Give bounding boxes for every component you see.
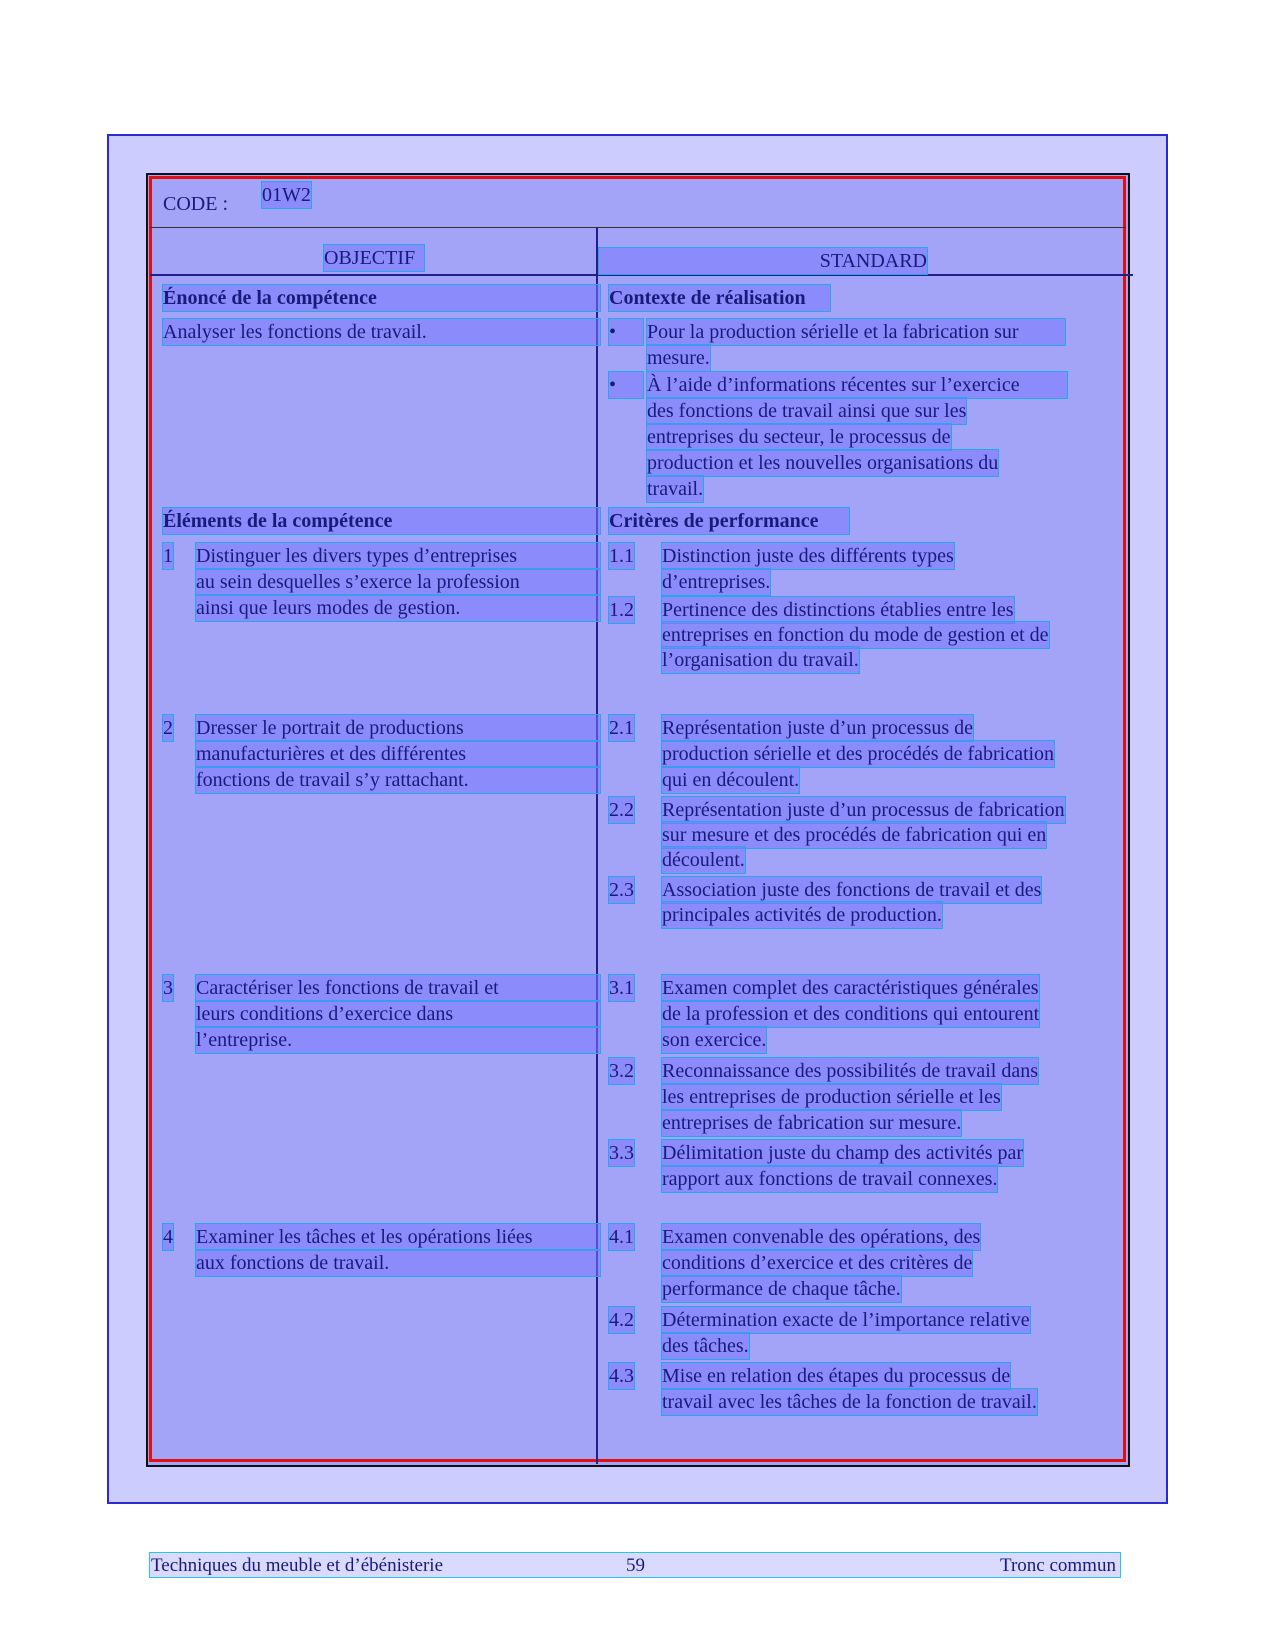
criterion-line: Examen complet des caractéristiques générales [662, 977, 1039, 999]
criterion-number: 1.1 [609, 545, 634, 567]
context-heading: Contexte de réalisation [609, 285, 830, 311]
criterion-line: rapport aux fonctions de travail connexes. [662, 1168, 998, 1190]
criterion-line: performance de chaque tâche. [662, 1278, 901, 1300]
element-line: l’entreprise. [196, 1027, 600, 1053]
criterion-line: son exercice. [662, 1029, 767, 1051]
footer-section: Tronc commun [1000, 1555, 1116, 1576]
criterion-number: 4.2 [609, 1309, 634, 1331]
criterion-line: entreprises en fonction du mode de gestion et de [662, 624, 1049, 646]
criterion-number: 3.3 [609, 1142, 634, 1164]
criterion-line: Délimitation juste du champ des activités par [662, 1142, 1024, 1164]
criterion-line: Mise en relation des étapes du processus de [662, 1365, 1011, 1387]
criterion-line: les entreprises de production sérielle et les [662, 1086, 1001, 1108]
criterion-line: Association juste des fonctions de travail et des [662, 879, 1042, 901]
context-line: des fonctions de travail ainsi que sur les [647, 400, 967, 422]
context-line: production et les nouvelles organisations du [647, 452, 999, 474]
criterion-line: production sérielle et des procédés de fabrication [662, 743, 1055, 765]
criterion-number: 2.1 [609, 717, 634, 739]
column-header-standard: STANDARD [599, 248, 927, 274]
competence-heading: Énoncé de la compétence [163, 285, 600, 311]
criterion-number: 2.3 [609, 879, 634, 901]
element-line: leurs conditions d’exercice dans [196, 1001, 600, 1027]
column-header-divider [150, 274, 1133, 276]
element-number: 2 [163, 717, 173, 739]
criterion-line: d’entreprises. [662, 571, 771, 593]
element-line: Distinguer les divers types d’entreprises [196, 543, 600, 569]
criterion-line: Distinction juste des différents types [662, 545, 954, 567]
context-line: À l’aide d’informations récentes sur l’exercice [647, 372, 1067, 398]
criterion-number: 4.1 [609, 1226, 634, 1248]
element-line: fonctions de travail s’y rattachant. [196, 767, 600, 793]
element-line: Examiner les tâches et les opérations liées [196, 1224, 600, 1250]
element-line: ainsi que leurs modes de gestion. [196, 595, 600, 621]
criteria-heading: Critères de performance [609, 508, 849, 534]
competence-statement: Analyser les fonctions de travail. [163, 319, 600, 345]
footer-program: Techniques du meuble et d’ébénisterie [151, 1555, 444, 1576]
column-header-objectif: OBJECTIF [324, 245, 424, 271]
criterion-line: Représentation juste d’un processus de fabrication [662, 799, 1065, 821]
elements-heading: Éléments de la compétence [163, 508, 600, 534]
context-bullet: • [609, 372, 643, 398]
criterion-line: Détermination exacte de l’importance relative [662, 1309, 1030, 1331]
element-line: au sein desquelles s’exerce la profession [196, 569, 600, 595]
context-bullet: • [609, 319, 643, 345]
criterion-number: 2.2 [609, 799, 634, 821]
element-line: Dresser le portrait de productions [196, 715, 600, 741]
criterion-line: de la profession et des conditions qui entourent [662, 1003, 1040, 1025]
element-line: manufacturières et des différentes [196, 741, 600, 767]
criterion-number: 1.2 [609, 599, 634, 621]
header-divider [150, 227, 1126, 228]
criterion-line: Représentation juste d’un processus de [662, 717, 974, 739]
criterion-line: découlent. [662, 849, 745, 871]
element-number: 4 [163, 1226, 173, 1248]
criterion-number: 3.1 [609, 977, 634, 999]
context-line: travail. [647, 478, 704, 500]
criterion-line: entreprises de fabrication sur mesure. [662, 1112, 962, 1134]
criterion-line: Examen convenable des opérations, des [662, 1226, 981, 1248]
column-divider [596, 228, 598, 1464]
criterion-line: des tâches. [662, 1335, 749, 1357]
page-number: 59 [626, 1555, 645, 1576]
criterion-line: sur mesure et des procédés de fabrication qui en [662, 824, 1047, 846]
criterion-line: l’organisation du travail. [662, 649, 859, 671]
element-number: 3 [163, 977, 173, 999]
context-line: entreprises du secteur, le processus de [647, 426, 951, 448]
criterion-number: 3.2 [609, 1060, 634, 1082]
criterion-line: qui en découlent. [662, 769, 800, 791]
code-label: CODE : [163, 193, 228, 215]
context-line: mesure. [647, 347, 710, 369]
criterion-line: travail avec les tâches de la fonction de travail. [662, 1391, 1037, 1413]
code-value: 01W2 [262, 184, 311, 206]
criterion-line: Reconnaissance des possibilités de travail dans [662, 1060, 1039, 1082]
criterion-line: principales activités de production. [662, 904, 942, 926]
element-number: 1 [163, 545, 173, 567]
criterion-number: 4.3 [609, 1365, 634, 1387]
criterion-line: conditions d’exercice et des critères de [662, 1252, 973, 1274]
context-line: Pour la production sérielle et la fabrication sur [647, 319, 1065, 345]
element-line: Caractériser les fonctions de travail et [196, 975, 600, 1001]
criterion-line: Pertinence des distinctions établies entre les [662, 599, 1014, 621]
element-line: aux fonctions de travail. [196, 1250, 600, 1276]
